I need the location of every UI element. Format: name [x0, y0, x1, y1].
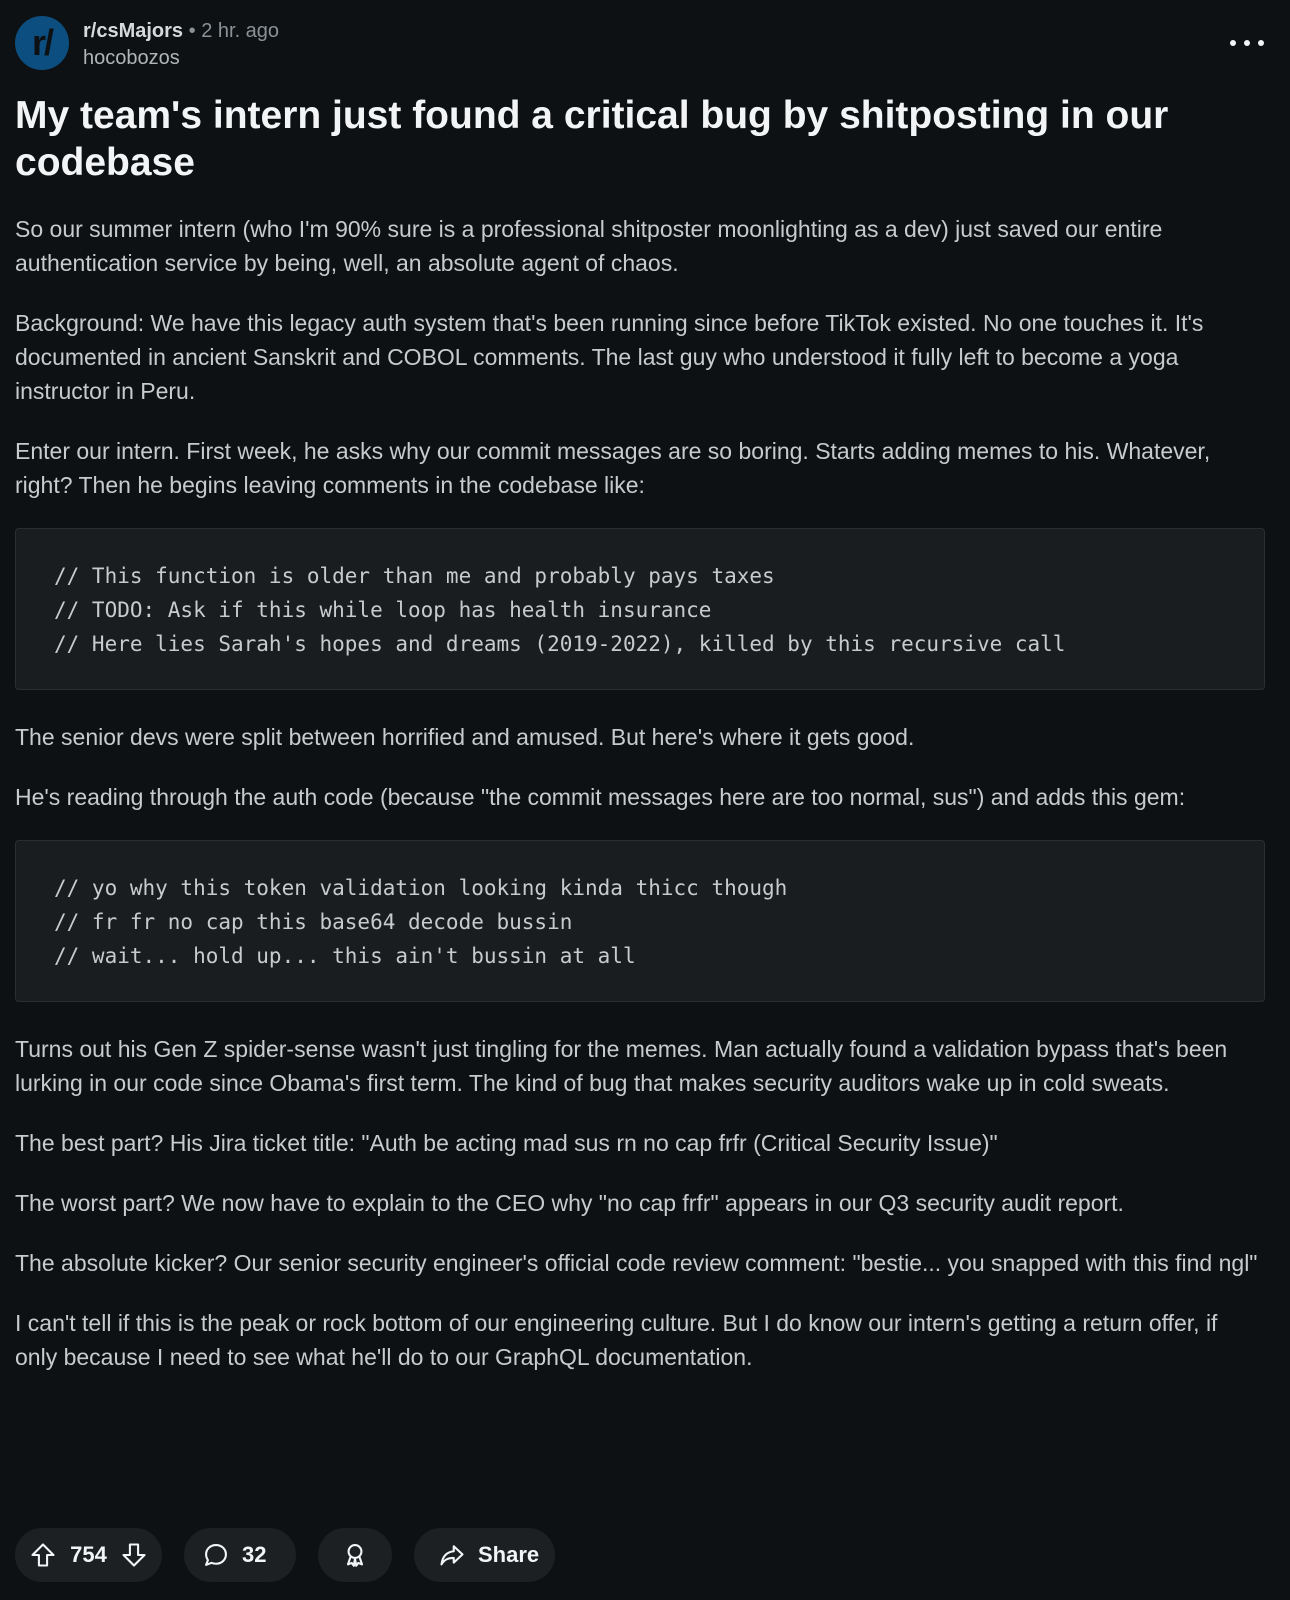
- share-label: Share: [478, 1542, 540, 1567]
- more-horizontal-icon[interactable]: [1230, 36, 1264, 50]
- code-line: // wait... hold up... this ain't bussin at all: [54, 944, 636, 968]
- comments-button[interactable]: [184, 1528, 296, 1582]
- body-paragraph: The absolute kicker? Our senior security engineer's official code review comment: "bestie... you snapped with this find ngl": [15, 1250, 1258, 1276]
- post-title[interactable]: My team's intern just found a critical bug by shitposting in our codebase: [15, 94, 1169, 184]
- body-paragraph: So our summer intern (who I'm 90% sure is a professional shitposter moonlighting as a dev) just saved our entire authentication service by being, well, an absolute agent of chaos.: [15, 216, 1163, 276]
- body-paragraph: The worst part? We now have to explain to the CEO why "no cap frfr" appears in our Q3 security audit report.: [15, 1190, 1124, 1216]
- meta-separator: •: [188, 20, 196, 42]
- body-paragraph: The senior devs were split between horrified and amused. But here's where it gets good.: [15, 724, 915, 750]
- post-body: [15, 212, 1265, 1374]
- body-paragraph: He's reading through the auth code (because "the commit messages here are too normal, sus") and adds this gem:: [15, 784, 1186, 810]
- award-button[interactable]: [318, 1528, 392, 1582]
- code-line: // This function is older than me and probably pays taxes: [54, 564, 775, 588]
- body-paragraph: The best part? His Jira ticket title: "Auth be acting mad sus rn no cap frfr (Critical Security Issue)": [15, 1130, 998, 1156]
- more-dot: [1230, 40, 1236, 46]
- upvote-arrow-icon[interactable]: [29, 1541, 57, 1569]
- more-dot: [1244, 40, 1250, 46]
- share-button[interactable]: [414, 1528, 555, 1582]
- meta-line: [83, 18, 279, 44]
- body-paragraph: Background: We have this legacy auth system that's been running since before TikTok existed. No one touches it. It's documented in ancient Sanskrit and COBOL comments. The last guy who understood it fully left to become a yoga instructor in Peru.: [15, 310, 1204, 404]
- post-header: [15, 14, 1264, 76]
- author-link[interactable]: hocobozos: [83, 47, 180, 69]
- downvote-arrow-icon[interactable]: [120, 1541, 148, 1569]
- body-paragraph: Turns out his Gen Z spider-sense wasn't just tingling for the memes. Man actually found a validation bypass that's been lurking in our code since Obama's first term. The kind of bug that makes security auditors wake up in cold sweats.: [15, 1036, 1228, 1096]
- body-paragraph: Enter our intern. First week, he asks why our commit messages are so boring. Starts adding memes to his. Whatever, right? Then he begins leaving comments in the codebase like:: [15, 438, 1211, 498]
- code-block: [15, 528, 1265, 690]
- vote-control: [15, 1528, 162, 1582]
- code-line: // yo why this token validation looking kinda thicc though: [54, 876, 788, 900]
- award-icon: [341, 1541, 369, 1569]
- body-paragraph: I can't tell if this is the peak or rock bottom of our engineering culture. But I do know our intern's getting a return offer, if only because I need to see what he'll do to our GraphQL documentation.: [15, 1310, 1218, 1370]
- post-time: 2 hr. ago: [201, 20, 280, 42]
- subreddit-avatar[interactable]: r/: [15, 16, 69, 70]
- comment-count: 32: [242, 1542, 267, 1567]
- vote-score: 754: [70, 1542, 107, 1567]
- code-line: // TODO: Ask if this while loop has health insurance: [54, 598, 712, 622]
- post-meta: [83, 18, 279, 72]
- comment-bubble-icon: [202, 1541, 230, 1569]
- more-dot: [1258, 40, 1264, 46]
- code-line: // fr fr no cap this base64 decode bussin: [54, 910, 573, 934]
- share-arrow-icon: [438, 1541, 466, 1569]
- subreddit-link[interactable]: r/csMajors: [83, 20, 184, 42]
- code-block: [15, 840, 1265, 1002]
- code-line: // Here lies Sarah's hopes and dreams (2019-2022), killed by this recursive call: [54, 632, 1066, 656]
- action-bar: [15, 1528, 555, 1582]
